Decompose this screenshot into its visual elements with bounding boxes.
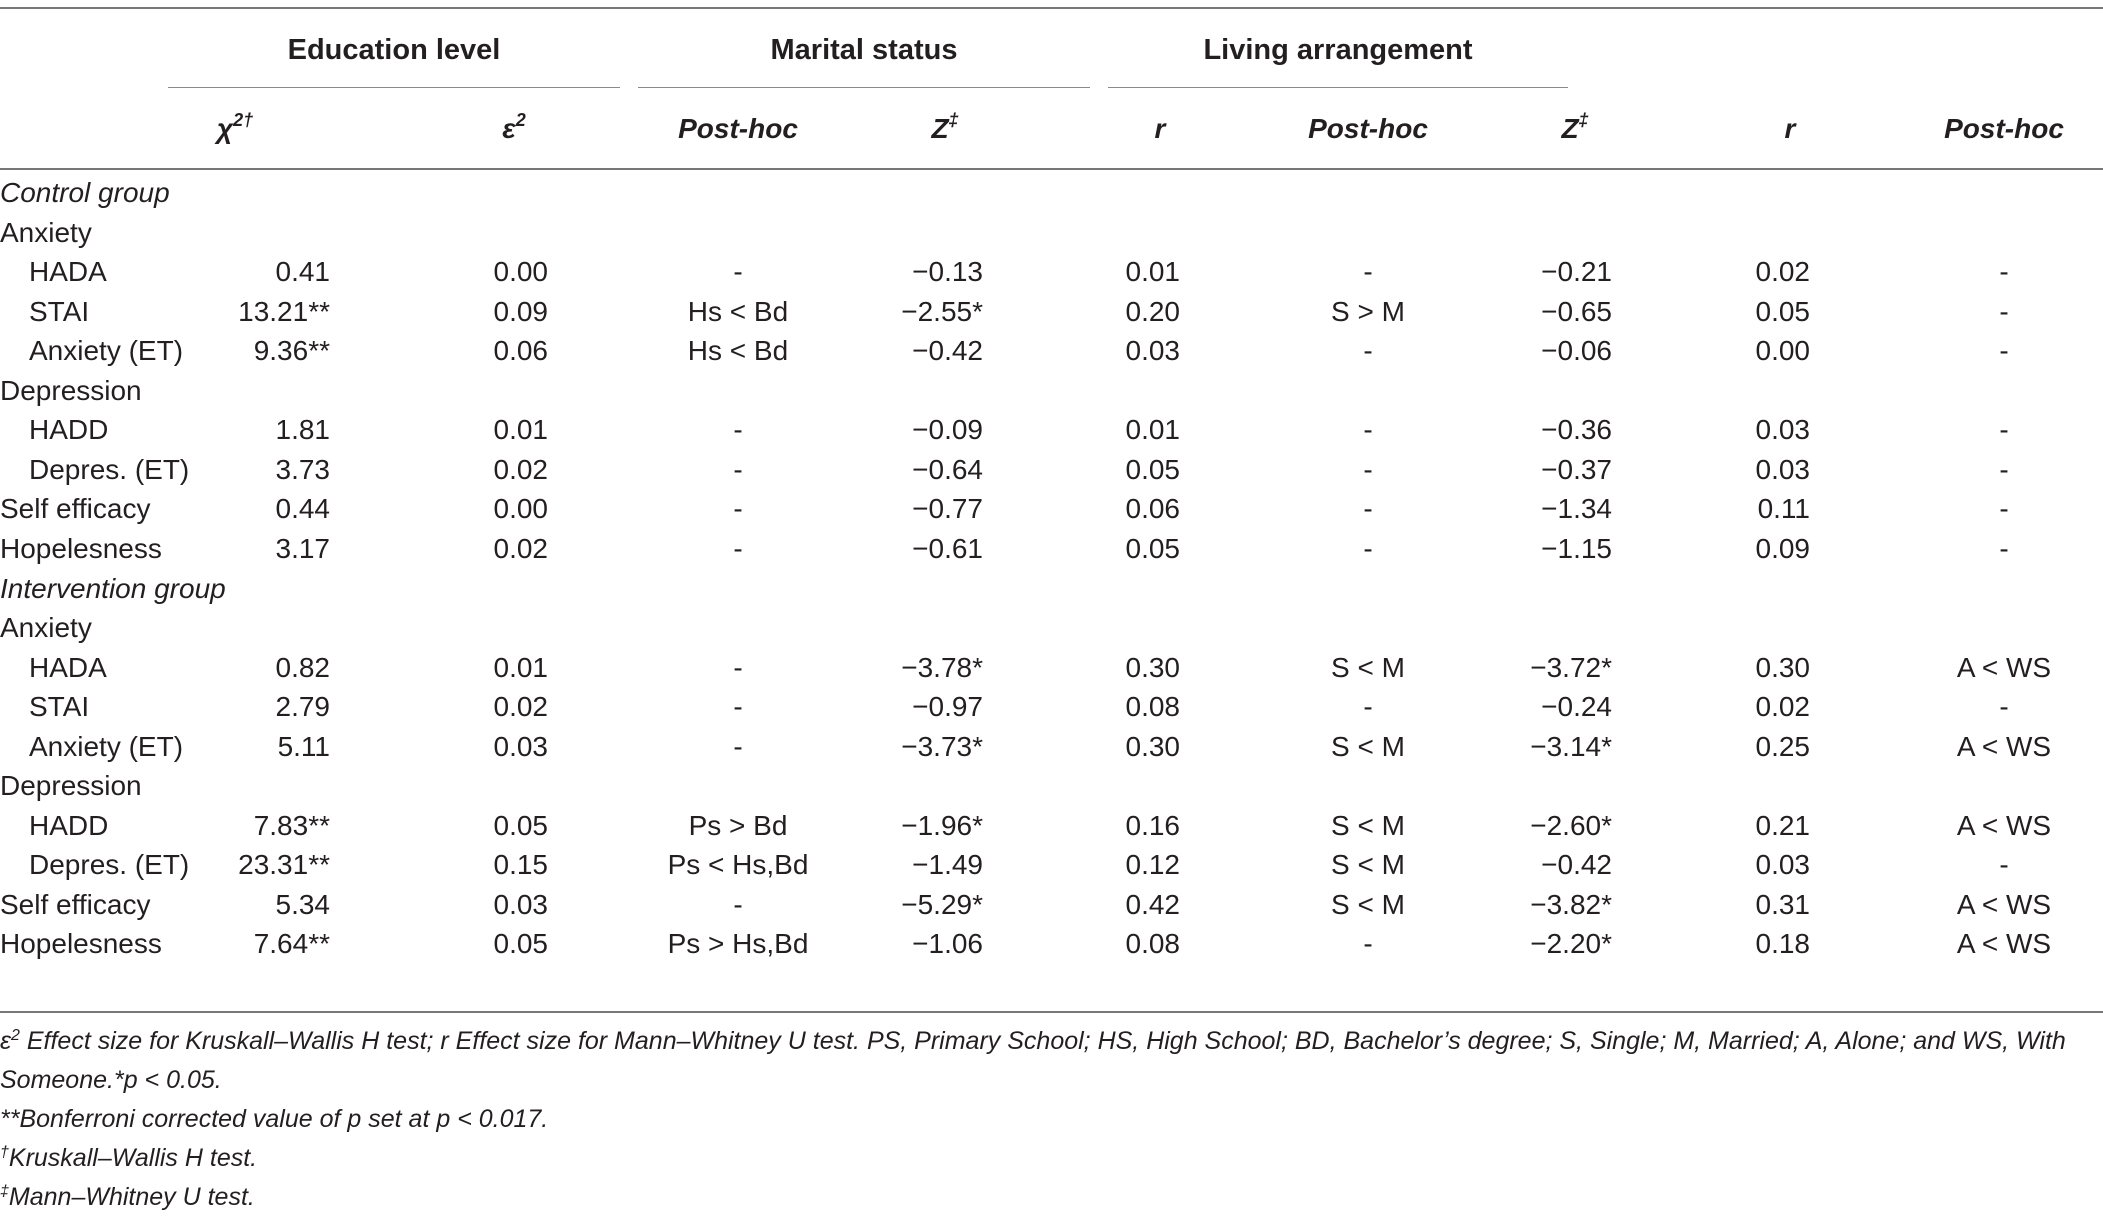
marital-posthoc-cell: - — [1363, 691, 1373, 723]
row-label: Depres. (ET) — [29, 849, 190, 881]
epsilon-squared-cell: 0.00 — [493, 256, 548, 288]
marital-posthoc-cell: - — [1363, 414, 1373, 446]
footnote: **Bonferroni corrected value of p set at p < 0.017. — [0, 1105, 549, 1133]
living-r-cell: 0.11 — [1757, 493, 1810, 525]
education-posthoc-cell: Ps > Hs,Bd — [667, 928, 809, 960]
table-row — [0, 252, 2103, 292]
marital-z-cell: −1.96* — [901, 809, 983, 841]
living-posthoc-cell: A < WS — [1956, 809, 2052, 841]
row-label: HADA — [29, 256, 107, 288]
marital-z-cell: −0.64 — [912, 453, 983, 485]
table-row — [0, 885, 2103, 925]
living-r-cell: 0.02 — [1755, 256, 1810, 288]
column-header: $\varepsilon^2$ — [502, 110, 526, 144]
living-r-cell: 0.05 — [1755, 295, 1810, 327]
living-r-cell: 0.21 — [1755, 809, 1810, 841]
education-posthoc-cell: - — [733, 651, 743, 683]
living-z-cell: −0.21 — [1541, 256, 1612, 288]
footnote: †Kruskall–Wallis H test. — [0, 1144, 258, 1172]
living-r-cell: 0.03 — [1755, 414, 1810, 446]
marital-z-cell: −0.42 — [912, 335, 983, 367]
education-posthoc-cell: Hs < Bd — [687, 295, 789, 327]
group-rule-marital — [638, 87, 1090, 88]
chi-square-cell: 7.83** — [253, 809, 330, 841]
table-row — [0, 845, 2103, 885]
living-r-cell: 0.30 — [1755, 651, 1810, 683]
table-row — [0, 450, 2103, 490]
row-label: HADD — [29, 414, 109, 446]
living-z-cell: −1.15 — [1541, 533, 1612, 564]
row-label: Intervention group — [0, 572, 226, 604]
marital-r-cell: 0.05 — [1125, 533, 1180, 564]
marital-r-cell: 0.08 — [1125, 928, 1180, 960]
section-heading-row — [0, 569, 2103, 609]
row-label: Anxiety (ET) — [29, 335, 184, 367]
marital-r-cell: 0.05 — [1125, 453, 1180, 485]
table-row — [0, 687, 2103, 727]
living-posthoc-cell: - — [1999, 533, 2009, 564]
education-posthoc-cell: - — [733, 730, 743, 762]
table-row — [0, 489, 2103, 529]
column-header: r — [1784, 113, 1796, 144]
column-header: Post-hoc — [678, 113, 798, 144]
education-posthoc-cell: - — [733, 691, 743, 723]
living-z-cell: −3.82* — [1530, 888, 1612, 920]
table-row — [0, 331, 2103, 371]
column-header: $\chi^{2\dagger}$ — [216, 110, 254, 144]
group-title-education: Education level — [287, 34, 501, 66]
marital-r-cell: 0.06 — [1125, 493, 1180, 525]
chi-square-cell: 2.79 — [275, 691, 330, 723]
marital-r-cell: 0.42 — [1125, 888, 1180, 920]
education-posthoc-cell: - — [733, 493, 743, 525]
marital-posthoc-cell: - — [1363, 533, 1373, 564]
section-heading-row — [0, 173, 2103, 213]
group-rule-education — [168, 87, 620, 88]
education-posthoc-cell: - — [733, 414, 743, 446]
living-z-cell: −2.60* — [1530, 809, 1612, 841]
row-label: Control group — [0, 177, 170, 208]
marital-z-cell: −3.73* — [901, 730, 983, 762]
marital-posthoc-cell: - — [1363, 493, 1373, 525]
chi-square-cell: 1.81 — [275, 414, 330, 446]
living-z-cell: −0.37 — [1541, 453, 1612, 485]
marital-r-cell: 0.30 — [1125, 651, 1180, 683]
living-posthoc-cell: A < WS — [1956, 928, 2052, 960]
column-header: Post-hoc — [1308, 113, 1428, 144]
living-r-cell: 0.03 — [1755, 849, 1810, 881]
epsilon-squared-cell: 0.01 — [493, 414, 548, 446]
marital-posthoc-cell: S < M — [1331, 730, 1405, 762]
living-posthoc-cell: - — [1999, 493, 2009, 525]
chi-square-cell: 7.64** — [253, 928, 330, 960]
marital-posthoc-cell: - — [1363, 335, 1373, 367]
marital-z-cell: −1.49 — [912, 849, 983, 881]
marital-posthoc-cell: - — [1363, 928, 1373, 960]
marital-r-cell: 0.30 — [1125, 730, 1180, 762]
row-label: Self efficacy — [0, 888, 151, 920]
marital-r-cell: 0.16 — [1125, 809, 1180, 841]
living-z-cell: −3.14* — [1530, 730, 1612, 762]
column-header: Z‡ — [931, 110, 959, 144]
table-row — [0, 924, 2103, 964]
group-title-marital: Marital status — [770, 34, 958, 66]
row-label: HADD — [29, 809, 109, 841]
living-posthoc-cell: - — [1999, 256, 2009, 288]
living-z-cell: −1.34 — [1541, 493, 1612, 525]
living-r-cell: 0.09 — [1755, 533, 1810, 564]
epsilon-squared-cell: 0.03 — [493, 730, 548, 762]
header-bottom-rule — [0, 168, 2103, 170]
marital-r-cell: 0.01 — [1125, 256, 1180, 288]
marital-z-cell: −3.78* — [901, 651, 983, 683]
chi-square-cell: 13.21** — [238, 295, 330, 327]
group-rule-living — [1108, 87, 1568, 88]
table-row — [0, 292, 2103, 332]
living-z-cell: −0.24 — [1541, 691, 1612, 723]
living-z-cell: −0.65 — [1541, 295, 1612, 327]
marital-posthoc-cell: - — [1363, 256, 1373, 288]
living-z-cell: −0.36 — [1541, 414, 1612, 446]
chi-square-cell: 3.17 — [275, 533, 330, 564]
chi-square-cell: 9.36** — [253, 335, 330, 367]
marital-posthoc-cell: S < M — [1331, 651, 1405, 683]
table-footnotes — [0, 1022, 2090, 1217]
row-label: STAI — [29, 295, 90, 327]
marital-z-cell: −0.61 — [912, 533, 983, 564]
education-posthoc-cell: - — [733, 888, 743, 920]
education-posthoc-cell: Ps < Hs,Bd — [667, 849, 809, 881]
chi-square-cell: 5.11 — [277, 730, 330, 762]
table-top-rule — [0, 7, 2103, 9]
epsilon-squared-cell: 0.00 — [493, 493, 548, 525]
marital-posthoc-cell: S < M — [1331, 888, 1405, 920]
chi-square-cell: 0.44 — [275, 493, 330, 525]
group-title-living: Living arrangement — [1203, 34, 1473, 66]
table-row — [0, 410, 2103, 450]
footnote: ‡Mann–Whitney U test. — [0, 1183, 255, 1211]
living-z-cell: −0.06 — [1541, 335, 1612, 367]
marital-z-cell: −5.29* — [901, 888, 983, 920]
marital-z-cell: −1.06 — [912, 928, 983, 960]
living-posthoc-cell: A < WS — [1956, 651, 2052, 683]
epsilon-squared-cell: 0.02 — [493, 453, 548, 485]
marital-posthoc-cell: - — [1363, 453, 1373, 485]
category-heading-row — [0, 766, 2103, 806]
marital-r-cell: 0.12 — [1125, 849, 1180, 881]
row-label: Depression — [0, 770, 142, 802]
row-label: STAI — [29, 691, 90, 723]
epsilon-squared-cell: 0.02 — [493, 691, 548, 723]
living-r-cell: 0.18 — [1755, 928, 1810, 960]
education-posthoc-cell: - — [733, 533, 743, 564]
living-posthoc-cell: A < WS — [1956, 888, 2052, 920]
marital-z-cell: −0.13 — [912, 256, 983, 288]
education-posthoc-cell: - — [733, 256, 743, 288]
living-posthoc-cell: - — [1999, 414, 2009, 446]
living-r-cell: 0.31 — [1755, 888, 1810, 920]
marital-z-cell: −2.55* — [901, 295, 983, 327]
row-label: Hopelesness — [0, 928, 162, 960]
living-r-cell: 0.02 — [1755, 691, 1810, 723]
chi-square-cell: 23.31** — [238, 849, 330, 881]
table-row — [0, 727, 2103, 767]
category-heading-row — [0, 213, 2103, 253]
marital-r-cell: 0.08 — [1125, 691, 1180, 723]
marital-posthoc-cell: S > M — [1331, 295, 1405, 327]
row-label: HADA — [29, 651, 107, 683]
row-label: Depression — [0, 374, 142, 406]
education-posthoc-cell: Hs < Bd — [687, 335, 789, 367]
living-z-cell: −0.42 — [1541, 849, 1612, 881]
table-row — [0, 806, 2103, 846]
living-r-cell: 0.03 — [1755, 453, 1810, 485]
living-z-cell: −3.72* — [1530, 651, 1612, 683]
living-posthoc-cell: - — [1999, 295, 2009, 327]
marital-r-cell: 0.03 — [1125, 335, 1180, 367]
table-bottom-rule — [0, 1011, 2103, 1013]
column-header: Z‡ — [1561, 110, 1589, 144]
footnote: $\varepsilon^2$ Effect size for Kruskall–Wallis H test; r Effect size for Mann–Whitney U test. PS, Primary School; HS, High School; BD, Bachelor’s degree; S, Single; M, Married; A, Alone; and WS, With Someone.*p < 0.05. — [0, 1027, 2066, 1094]
marital-z-cell: −0.09 — [912, 414, 983, 446]
epsilon-squared-cell: 0.02 — [493, 533, 548, 564]
living-posthoc-cell: A < WS — [1956, 730, 2052, 762]
table-row — [0, 648, 2103, 688]
chi-square-cell: 3.73 — [275, 453, 330, 485]
row-label: Anxiety (ET) — [29, 730, 184, 762]
living-posthoc-cell: - — [1999, 849, 2009, 881]
marital-r-cell: 0.01 — [1125, 414, 1180, 446]
chi-square-cell: 0.82 — [275, 651, 330, 683]
marital-z-cell: −0.97 — [912, 691, 983, 723]
education-posthoc-cell: - — [733, 453, 743, 485]
chi-square-cell: 0.41 — [275, 256, 330, 288]
living-posthoc-cell: - — [1999, 335, 2009, 367]
column-header: Post-hoc — [1944, 113, 2064, 144]
epsilon-squared-cell: 0.05 — [493, 809, 548, 841]
living-posthoc-cell: - — [1999, 691, 2009, 723]
row-label: Anxiety — [0, 612, 92, 643]
category-heading-row — [0, 608, 2103, 648]
marital-r-cell: 0.20 — [1125, 295, 1180, 327]
epsilon-squared-cell: 0.05 — [493, 928, 548, 960]
epsilon-squared-cell: 0.03 — [493, 888, 548, 920]
epsilon-squared-cell: 0.01 — [493, 651, 548, 683]
living-z-cell: −2.20* — [1530, 928, 1612, 960]
table-row — [0, 529, 2103, 569]
education-posthoc-cell: Ps > Bd — [688, 809, 788, 841]
epsilon-squared-cell: 0.09 — [493, 295, 548, 327]
living-r-cell: 0.25 — [1755, 730, 1810, 762]
chi-square-cell: 5.34 — [275, 888, 330, 920]
row-label: Hopelesness — [0, 533, 162, 564]
marital-posthoc-cell: S < M — [1331, 809, 1405, 841]
marital-z-cell: −0.77 — [912, 493, 983, 525]
row-label: Anxiety — [0, 216, 92, 248]
row-label: Depres. (ET) — [29, 453, 190, 485]
row-label: Self efficacy — [0, 493, 151, 525]
epsilon-squared-cell: 0.06 — [493, 335, 548, 367]
living-r-cell: 0.00 — [1755, 335, 1810, 367]
column-header: r — [1154, 113, 1166, 144]
epsilon-squared-cell: 0.15 — [493, 849, 548, 881]
marital-posthoc-cell: S < M — [1331, 849, 1405, 881]
living-posthoc-cell: - — [1999, 453, 2009, 485]
category-heading-row — [0, 371, 2103, 411]
